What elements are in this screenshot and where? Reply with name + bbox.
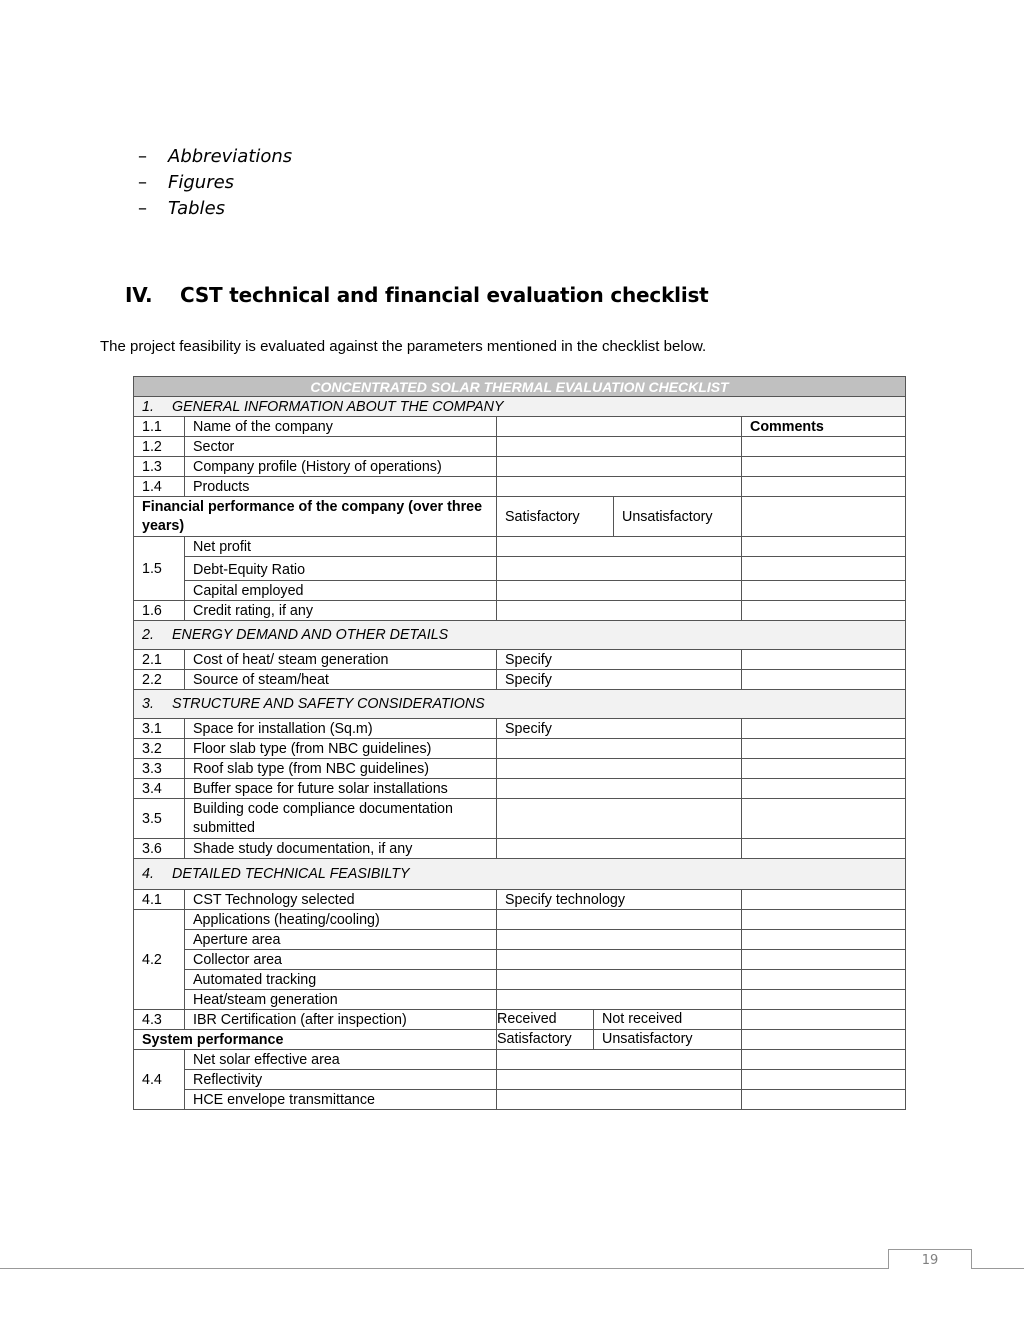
table-row: Heat/steam generation (134, 990, 906, 1010)
table-row: 1.4 Products (134, 477, 906, 497)
table-row: 4.2 Applications (heating/cooling) (134, 910, 906, 930)
table-row: 4.3 IBR Certification (after inspection) Received Not received (134, 1010, 906, 1030)
list-item: – Tables (138, 198, 226, 219)
table-row: 2.2 Source of steam/heat Specify (134, 670, 906, 690)
list-item: – Abbreviations (138, 146, 293, 167)
table-row: 3.4 Buffer space for future solar installations (134, 779, 906, 799)
table-row: 3.5 Building code compliance documentation submitted (134, 799, 906, 839)
table-row: 1.2 Sector (134, 437, 906, 457)
table-title-row: CONCENTRATED SOLAR THERMAL EVALUATION CHECKLIST (134, 377, 906, 397)
section-row: 2. ENERGY DEMAND AND OTHER DETAILS (134, 621, 906, 650)
table-row: Automated tracking (134, 970, 906, 990)
evaluation-checklist-table (133, 376, 906, 1110)
table-row: 1.3 Company profile (History of operations) (134, 457, 906, 477)
table-row: Collector area (134, 950, 906, 970)
table-row: HCE envelope transmittance (134, 1090, 906, 1110)
table-row: 3.1 Space for installation (Sq.m) Specify (134, 719, 906, 739)
table-row: Reflectivity (134, 1070, 906, 1090)
table-row: Debt-Equity Ratio (134, 557, 906, 581)
table-row: 1.1 Name of the company Comments (134, 417, 906, 437)
table-row: Financial performance of the company (over three years) Satisfactory Unsatisfactory (134, 497, 906, 537)
list-item: – Figures (138, 172, 235, 193)
section-heading: IV. CST technical and financial evaluation checklist (125, 283, 709, 307)
table-row: System performance Satisfactory Unsatisfactory (134, 1030, 906, 1050)
section-row: 4. DETAILED TECHNICAL FEASIBILTY (134, 859, 906, 890)
table-row: 3.6 Shade study documentation, if any (134, 839, 906, 859)
bullet-list (138, 144, 292, 222)
section-row: 3. STRUCTURE AND SAFETY CONSIDERATIONS (134, 690, 906, 719)
footer-rule (0, 1268, 1024, 1269)
table-row: 1.5 Net profit (134, 537, 906, 557)
table-row: 3.3 Roof slab type (from NBC guidelines) (134, 759, 906, 779)
section-row: 1. GENERAL INFORMATION ABOUT THE COMPANY (134, 397, 906, 417)
table-row: 3.2 Floor slab type (from NBC guidelines) (134, 739, 906, 759)
table-row: Capital employed (134, 581, 906, 601)
page-number: 19 (888, 1249, 972, 1269)
table-row: 4.4 Net solar effective area (134, 1050, 906, 1070)
table-row: 2.1 Cost of heat/ steam generation Specify (134, 650, 906, 670)
table-row: 1.6 Credit rating, if any (134, 601, 906, 621)
table-row: 4.1 CST Technology selected Specify technology (134, 890, 906, 910)
intro-paragraph: The project feasibility is evaluated against the parameters mentioned in the checklist below. (100, 338, 707, 355)
table-row: Aperture area (134, 930, 906, 950)
